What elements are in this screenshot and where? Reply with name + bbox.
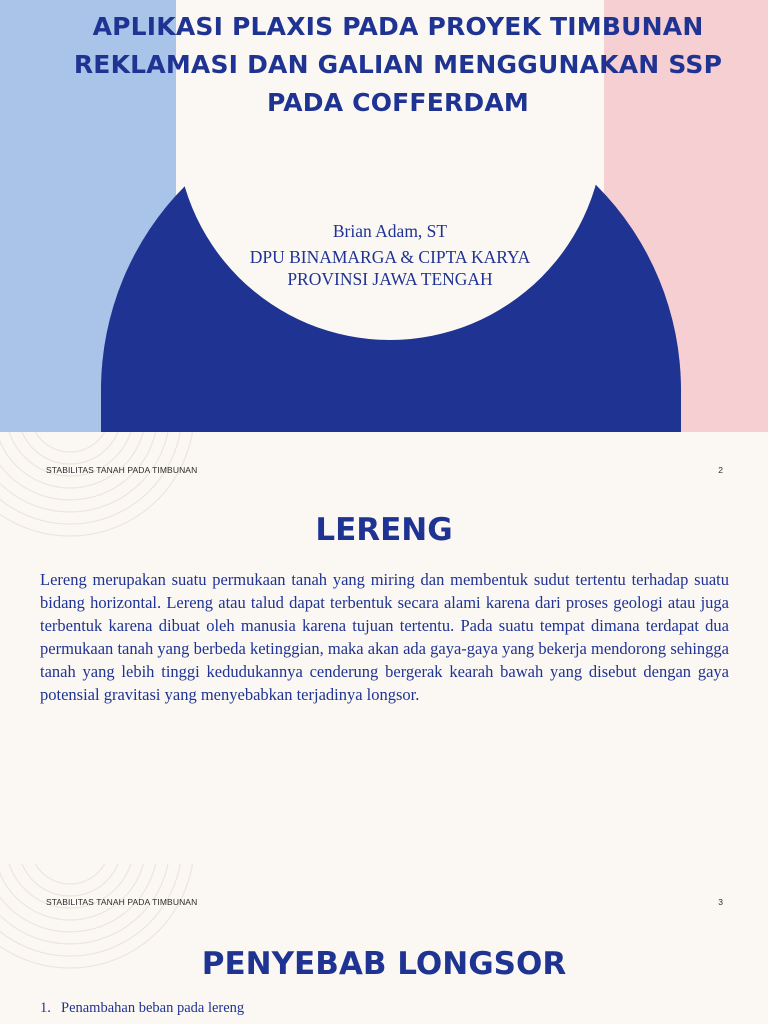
page-number: 2 <box>718 465 723 475</box>
cover-slide <box>0 0 768 432</box>
slide-title: LERENG <box>315 512 453 548</box>
author-province: PROVINSI JAWA TENGAH <box>287 269 493 289</box>
slide-title: PENYEBAB LONGSOR <box>201 946 567 982</box>
author-organization: DPU BINAMARGA & CIPTA KARYA <box>249 247 531 267</box>
author-name: Brian Adam, ST <box>332 221 448 241</box>
slide-header: STABILITAS TANAH PADA TIMBUNAN <box>46 897 198 907</box>
cover-title: APLIKASI PLAXIS PADA PROYEK TIMBUNAN REKLAMASI DAN GALIAN MENGGUNAKAN SSP PADA COFFERDAM <box>73 12 723 117</box>
slide-lereng <box>0 432 768 864</box>
page-number: 3 <box>718 897 723 907</box>
slide-penyebab-longsor <box>0 864 768 1024</box>
list-item-number: 1. <box>40 1000 51 1016</box>
slide-header: STABILITAS TANAH PADA TIMBUNAN <box>46 465 198 475</box>
list-item-text: Penambahan beban pada lereng <box>61 1000 245 1016</box>
list-item <box>40 1000 244 1017</box>
body-paragraph: Lereng merupakan suatu permukaan tanah yang miring dan membentuk sudut tertentu terhadap suatu bidang horizontal. Lereng atau talud dapat terbentuk secara alami karena dari proses geologi atau juga terbentuk karena dibuat oleh manusia karena tujuan tertentu. Pada suatu tempat dimana terdapat dua permukaan tanah yang berbeda ketinggian, maka akan ada gaya-gaya yang bekerja mendorong sehingga tanah yang lebih tinggi kedudukannya cenderung bergerak kearah bawah yang disebut dengan gaya potensial gravitasi yang menyebabkan terjadinya longsor. <box>40 570 729 704</box>
